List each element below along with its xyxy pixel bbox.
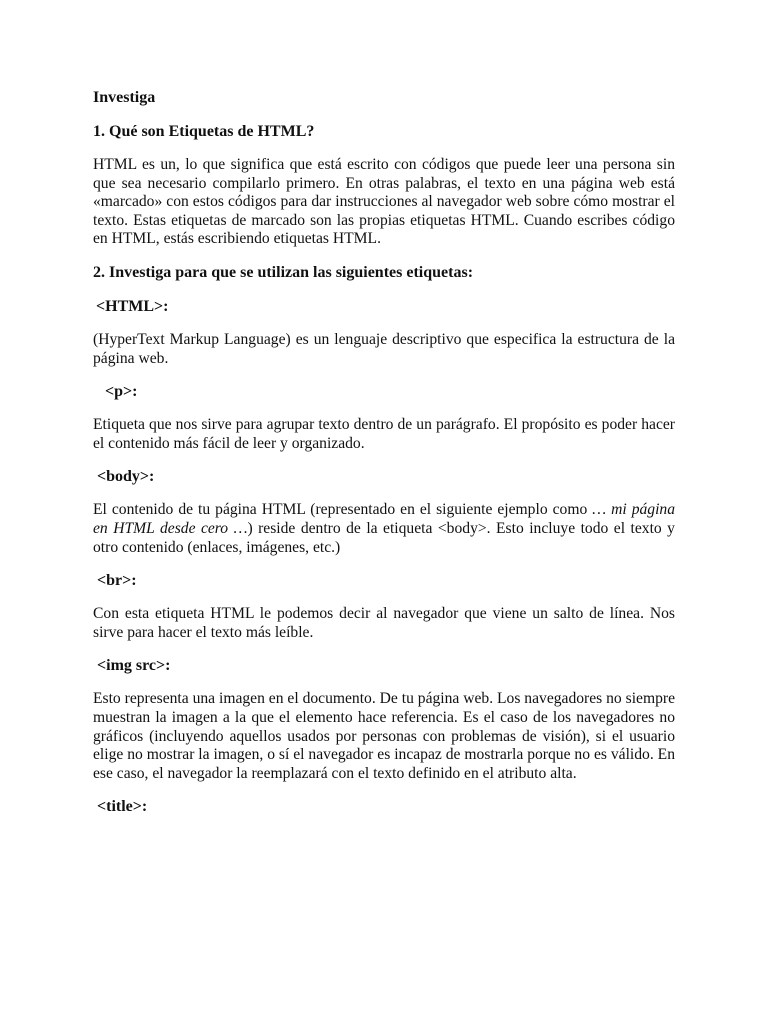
document-body [93, 88, 675, 831]
tag-heading-br: <br>: [97, 572, 137, 590]
tag-heading-html: <HTML>: [96, 297, 169, 315]
tag-heading-title: <title>: [97, 798, 148, 816]
tag-description-img-src: Esto representa una imagen en el documento. De tu página web. Los navegadores no siempre muestran la imagen a la que el elemento hace referencia. Es el caso de los navegadores no gráficos (incluyendo aquellos usados por personas con problemas de visión), si el usuario elige no mostrar la imagen, o sí el navegador es incapaz de mostrarla porque no es válido. En ese caso, el navegador la reemplazará con el texto definido en el atributo alta. [93, 690, 675, 782]
tag-description-p: Etiqueta que nos sirve para agrupar texto dentro de un parágrafo. El propósito es poder hacer el contenido más fácil de leer y organizado. [93, 416, 675, 452]
tag-heading-img-src: <img src>: [97, 657, 171, 675]
tag-heading-p: <p>: [105, 383, 138, 401]
question-2: 2. Investiga para que se utilizan las siguientes etiquetas: [93, 263, 474, 281]
question-1: 1. Qué son Etiquetas de HTML? [93, 123, 315, 140]
tag-description-br: Con esta etiqueta HTML le podemos decir al navegador que viene un salto de línea. Nos sirve para hacer el texto más leíble. [93, 605, 675, 641]
tag-description-body [93, 501, 675, 557]
tag-heading-body: <body>: [97, 468, 155, 486]
tag-description-html: (HyperText Markup Language) es un lenguaje descriptivo que especifica la estructura de la página web. [93, 330, 675, 367]
answer-1-paragraph: HTML es un, lo que significa que está escrito con códigos que puede leer una persona sin que sea necesario compilarlo primero. En otras palabras, el texto en una página web está «marcado» con estos códigos para dar instrucciones al navegador web sobre cómo mostrar el texto. Estas etiquetas de marcado son las propias etiquetas HTML. Cuando escribes código en HTML, estás escribiendo etiquetas HTML. [93, 156, 675, 248]
document-title: Investiga [93, 89, 156, 106]
body-text-part-1: El contenido de tu página HTML (representado en el siguiente ejemplo como [93, 501, 593, 519]
body-text-part-2: ) reside dentro de la etiqueta <body>. Esto incluye todo el texto y otro contenido (enlaces, imágenes, etc.) [93, 519, 675, 556]
body-text-italic-example: … mi página en HTML desde cero … [93, 501, 676, 537]
